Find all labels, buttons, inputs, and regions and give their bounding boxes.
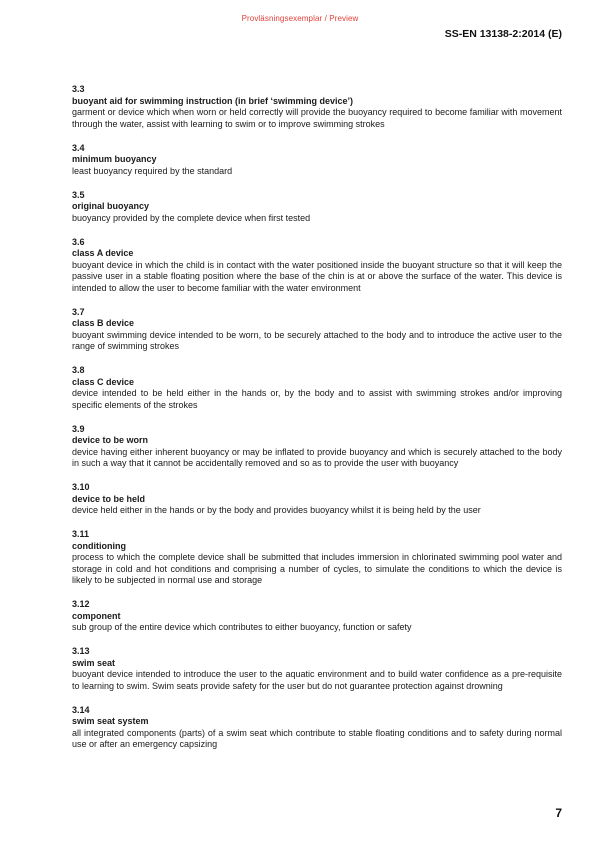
clause-3-4 (72, 143, 562, 178)
document-id: SS-EN 13138-2:2014 (E) (444, 28, 562, 40)
clause-term: device to be worn (72, 435, 149, 445)
clause-definition: sub group of the entire device which contributes to either buoyancy, function or safety (72, 622, 412, 632)
clause-definition: device held either in the hands or by the body and provides buoyancy whilst it is being held by the user (72, 505, 481, 515)
preview-banner: Provläsningsexemplar / Preview (241, 14, 359, 23)
clause-3-13 (72, 646, 562, 692)
clause-3-11 (72, 529, 562, 587)
clause-number: 3.4 (72, 142, 85, 153)
clause-term: conditioning (72, 540, 126, 551)
clause-number: 3.3 (72, 84, 85, 94)
clause-definition: buoyant swimming device intended to be worn, to be securely attached to the body and to introduce the active user to the range of swimming strokes (72, 329, 562, 351)
clause-definition: least buoyancy required by the standard (72, 165, 233, 176)
clause-number: 3.14 (72, 704, 90, 715)
clause-number: 3.11 (72, 529, 90, 539)
clause-3-6 (72, 237, 562, 295)
clause-3-3 (72, 84, 562, 130)
clause-number: 3.10 (72, 482, 90, 492)
clause-term: class A device (72, 248, 134, 258)
clause-number: 3.9 (72, 423, 85, 434)
definitions-list (72, 84, 562, 763)
clause-term: minimum buoyancy (72, 154, 157, 164)
clause-term: swim seat (72, 657, 116, 668)
clause-3-12 (72, 599, 562, 634)
clause-3-8 (72, 365, 562, 411)
clause-term: class B device (72, 318, 135, 328)
clause-number: 3.8 (72, 365, 85, 375)
clause-3-10 (72, 482, 562, 517)
clause-number: 3.13 (72, 646, 90, 656)
clause-term: component (72, 610, 121, 621)
clause-number: 3.6 (72, 236, 85, 247)
clause-definition: buoyant device intended to introduce the user to the aquatic environment and to build water confidence as a pre-requisite to learning to swim. Swim seats provide safety for the user but do not guarantee protection against drowning (72, 669, 562, 691)
clause-term: buoyant aid for swimming instruction (in brief ‘swimming device’) (72, 95, 354, 106)
clause-definition: buoyant device in which the child is in contact with the water positioned inside the buoyant structure so that it will keep the passive user in a stable floating position where the base of the chin is at or above the surface of the water. This device is intended to allow the user to become familiar with the water environment (72, 259, 562, 293)
page-number: 7 (555, 806, 562, 820)
clause-definition: process to which the complete device shall be submitted that includes immersion in chlorinated swimming pool water and storage in cold and hot conditions and comprising a number of cycles, to simulate the conditions to which the device is likely to be subjected in normal use and storage (72, 552, 562, 585)
clause-term: swim seat system (72, 716, 149, 726)
clause-number: 3.12 (72, 599, 90, 609)
clause-term: original buoyancy (72, 201, 150, 211)
clause-definition: device intended to be held either in the hands or, by the body and to assist with swimming strokes and/or improving specific elements of the strokes (72, 388, 562, 410)
clause-term: device to be held (72, 493, 146, 504)
clause-3-5 (72, 190, 562, 225)
clause-3-9 (72, 424, 562, 470)
clause-definition: garment or device which when worn or held correctly will provide the buoyancy required to become familiar with movement through the water, assist with learning to swim or to improve swimming strokes (72, 107, 562, 129)
clause-definition: device having either inherent buoyancy or may be inflated to provide buoyancy and which is securely attached to the body in such a way that it cannot be accidentally removed and so as to provide the user with buoyancy (72, 446, 562, 468)
clause-3-14 (72, 705, 562, 751)
clause-number: 3.7 (72, 306, 85, 317)
clause-definition: buoyancy provided by the complete device when first tested (72, 212, 311, 223)
clause-term: class C device (72, 376, 135, 387)
clause-number: 3.5 (72, 189, 85, 200)
clause-3-7 (72, 307, 562, 353)
clause-definition: all integrated components (parts) of a swim seat which contribute to stable floating conditions and to safety during normal use or after an emergency capsizing (72, 727, 562, 749)
